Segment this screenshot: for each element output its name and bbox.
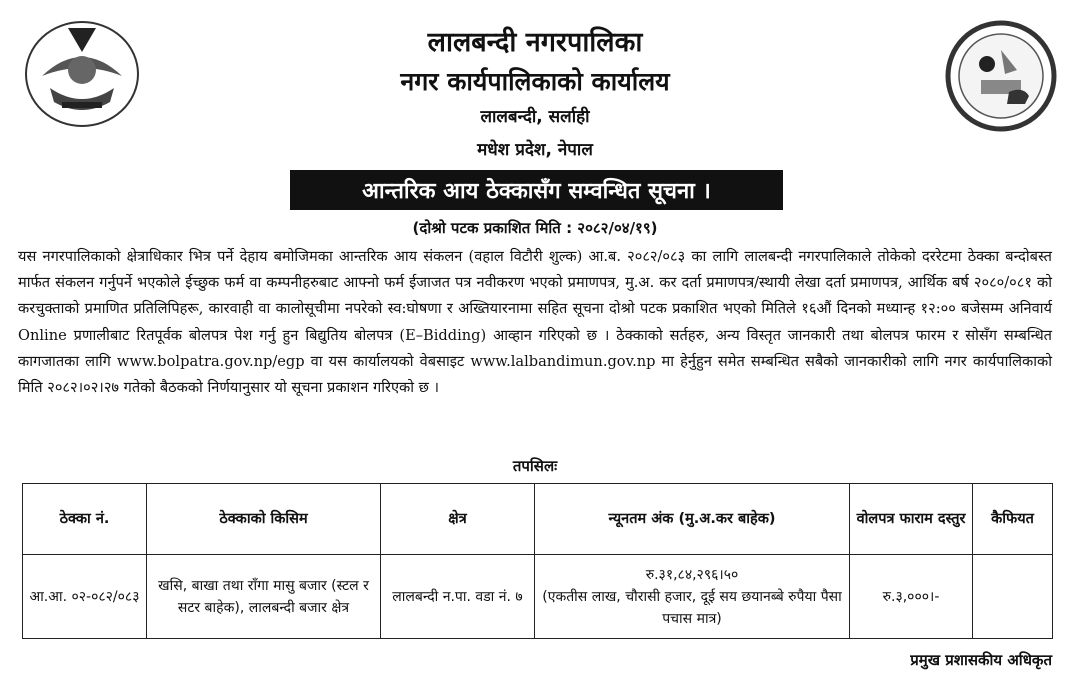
municipality-name: लालबन्दी नगरपालिका	[427, 27, 643, 58]
cell-min-amount	[535, 555, 850, 639]
cell-contract-no: आ.आ. ०२-०८२/०८३	[23, 555, 147, 639]
province-country: मधेश प्रदेश, नेपाल	[477, 140, 593, 160]
office-address: लालबन्दी, सर्लाही	[480, 107, 590, 127]
notice-title: आन्तरिक आय ठेक्कासँग सम्वन्धित सूचना ।	[290, 170, 783, 210]
notice-body: यस नगरपालिकाको क्षेत्राधिकार भित्र पर्ने देहाय बमोजिमका आन्तरिक आय संकलन (वहाल विटौरी शुल्क) आ.ब. २०८२/०८३ का लागि लालबन्दी नगरपालिकाले तोकेको दररेटमा ठेक्का बन्दोबस्त मार्फत संकलन गर्नुपर्ने भएकोले ईच्छुक फर्म वा कम्पनीहरुबाट आफ्नो फर्म ईजाजत पत्र नवीकरण भएको प्रमाणपत्र, मु.अ. कर दर्ता प्रमाणपत्र/स्थायी लेखा दर्ता प्रमाणपत्र, आर्थिक बर्ष २०८०/०८१ को करचुक्ताको प्रमाणित प्रतिलिपिहरू, कारवाही वा कालोसूचीमा नपरेको स्व:घोषणा र अख्तियारनामा सहित सूचना दोश्रो पटक प्रकाशित भएको मितिले १६औं दिनको मध्यान्ह १२:०० बजेसम्म अनिवार्य Online प्रणालीबाट रितपूर्वक बोलपत्र पेश गर्नु हुन बिद्युतिय बोलपत्र (E–Bidding) आव्हान गरिएको छ । ठेक्काको सर्तहरु, अन्य विस्तृत जानकारी तथा बोलपत्र फारम र सोसँग सम्बन्धित कागजातका लागि www.bolpatra.gov.np/egp वा यस कार्यालयको वेबसाइट www.lalbandimun.gov.np मा हेर्नुहुन समेत सम्बन्धित सबैको जानकारीको लागि नगर कार्यपालिकाको मिति २०८२।०२।२७ गतेको बैठकको निर्णयानुसार यो सूचना प्रकाशन गरिएको छ ।	[18, 248, 1052, 397]
header-contract-no: ठेक्का नं.	[23, 484, 147, 555]
min-amount-words: (एकतीस लाख, चौरासी हजार, दूई सय छयानब्बे रुपैया पैसा पचास मात्र)	[542, 588, 842, 627]
table-row	[23, 555, 1053, 639]
office-name: नगर कार्यपालिकाको कार्यालय	[400, 67, 670, 96]
published-date: (दोश्रो पटक प्रकाशित मिति : २०८२/०४/१९)	[412, 219, 658, 237]
cell-contract-type: खसि, बाखा तथा राँगा मासु बजार (स्टल र सटर बाहेक), लालबन्दी बजार क्षेत्र	[147, 555, 381, 639]
cell-area: लालबन्दी न.पा. वडा नं. ७	[381, 555, 535, 639]
header-min-amount: न्यूनतम अंक (मु.अ.कर बाहेक)	[535, 484, 850, 555]
min-amount-figure: रु.३१,८४,२९६।५०	[645, 566, 739, 583]
signatory: प्रमुख प्रशासकीय अधिकृत	[910, 651, 1052, 669]
tender-table	[22, 483, 1053, 639]
table-header-row	[23, 484, 1053, 555]
header-form-fee: वोलपत्र फाराम दस्तुर	[850, 484, 973, 555]
cell-remarks	[973, 555, 1053, 639]
header-area: क्षेत्र	[381, 484, 535, 555]
cell-form-fee: रु.३,०००।-	[850, 555, 973, 639]
schedule-label: तपसिलः	[512, 457, 558, 475]
header-contract-type: ठेक्काको किसिम	[147, 484, 381, 555]
header-remarks: कैफियत	[973, 484, 1053, 555]
